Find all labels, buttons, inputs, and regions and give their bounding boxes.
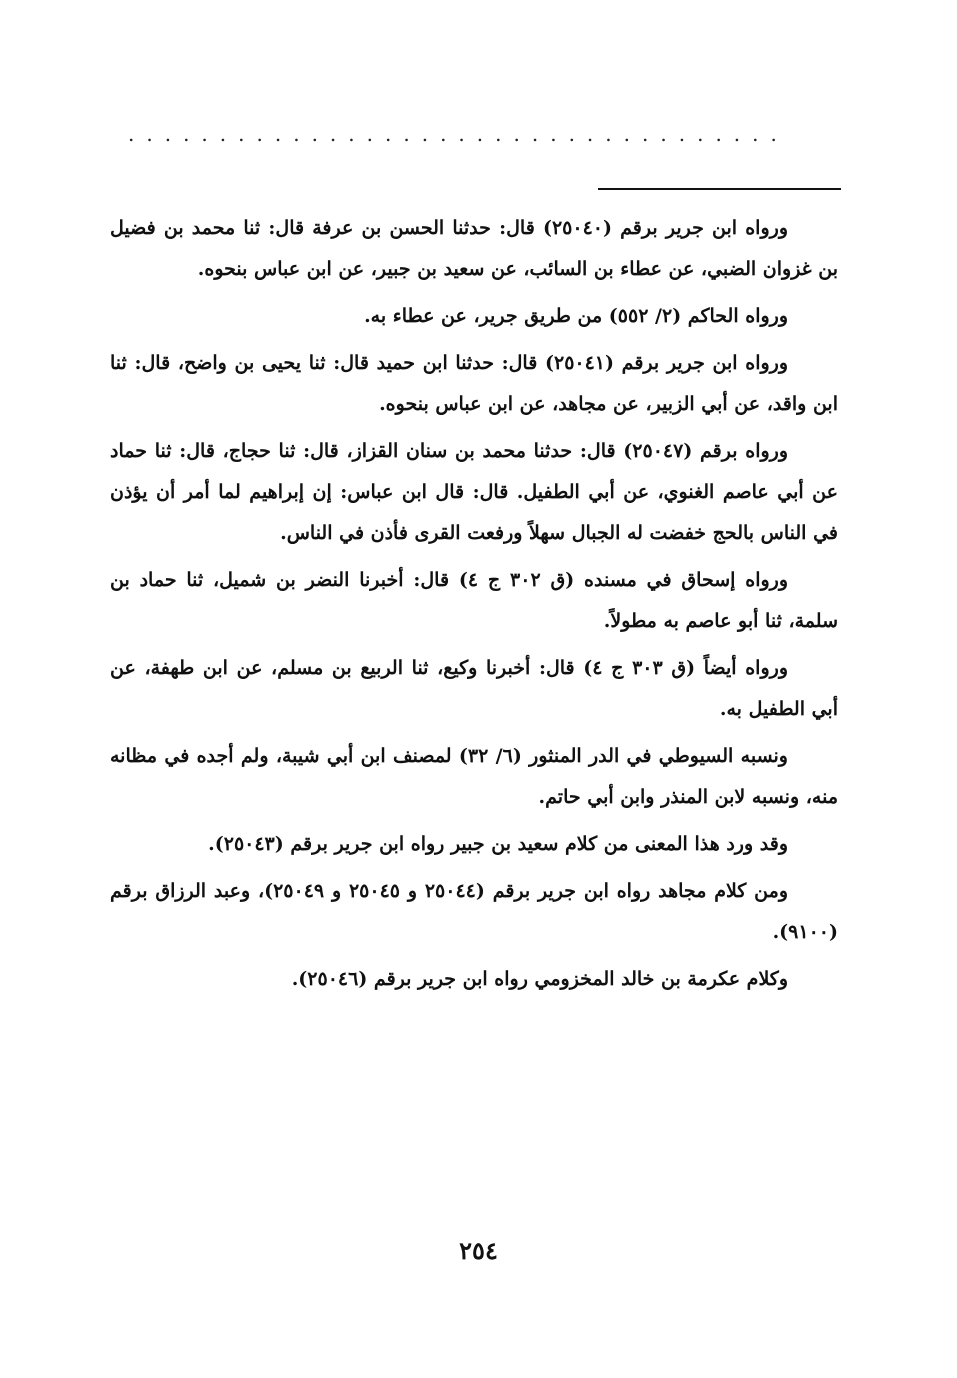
paragraph-hakim: ورواه الحاكم (٢/ ٥٥٢) من طريق جرير، عن عطاء به. [364,305,788,327]
footnote-text [110,208,838,1000]
paragraph-ibn-jarir-25047: ورواه برقم (٢٥٠٤٧) قال: حدثنا محمد بن سنان القزاز، قال: ثنا حجاج، قال: ثنا حماد عن أبي عاصم الغنوي، عن أبي الطفيل. قال: قال ابن عباس: إن إبراهيم لما أمر أن يؤذن في الناس بالحج خفضت له الجبال سهلاً ورفعت القرى فأذن في الناس. [110,440,838,544]
page-number: ٢٥٤ [459,1236,498,1265]
paragraph-ikrimah: وكلام عكرمة بن خالد المخزومي رواه ابن جرير برقم (٢٥٠٤٦). [291,968,788,990]
paragraph-ibn-jarir-25040: ورواه ابن جرير برقم (٢٥٠٤٠) قال: حدثنا الحسن بن عرفة قال: ثنا محمد بن فضيل بن غزوان الضبي، عن عطاء بن السائب، عن سعيد بن جبير، عن ابن عباس بنحوه. [110,217,838,280]
paragraph-ibn-jarir-25041: ورواه ابن جرير برقم (٢٥٠٤١) قال: حدثنا ابن حميد قال: ثنا يحيى بن واضح، قال: ثنا ابن واقد، عن أبي الزبير، عن مجاهد، عن ابن عباس بنحوه. [110,352,838,415]
paragraph-ishaq-aydan: ورواه أيضاً (ق ٣٠٣ ج ٤) قال: أخبرنا وكيع، ثنا الربيع بن مسلم، عن ابن طهفة، عن أبي الطفيل به. [110,657,838,720]
paragraph-ishaq-musnad: ورواه إسحاق في مسنده (ق ٣٠٢ ج ٤) قال: أخبرنا النضر بن شميل، ثنا حماد بن سلمة، ثنا أبو عاصم به مطولاً. [110,569,838,632]
paragraph-mujahid: ومن كلام مجاهد رواه ابن جرير برقم (٢٥٠٤٤ و ٢٥٠٤٥ و ٢٥٠٤٩)، وعبد الرزاق برقم (٩١٠٠). [110,880,838,943]
paragraph-said-ibn-jubayr: وقد ورد هذا المعنى من كلام سعيد بن جبير رواه ابن جرير برقم (٢٥٠٤٣). [208,833,788,855]
dotted-separator: .................................... [128,124,789,144]
paragraph-suyuti: ونسبه السيوطي في الدر المنثور (٦/ ٣٢) لمصنف ابن أبي شيبة، ولم أجده في مظانه منه، ونسبه لابن المنذر وابن أبي حاتم. [110,745,838,808]
footnote-rule [598,188,841,190]
